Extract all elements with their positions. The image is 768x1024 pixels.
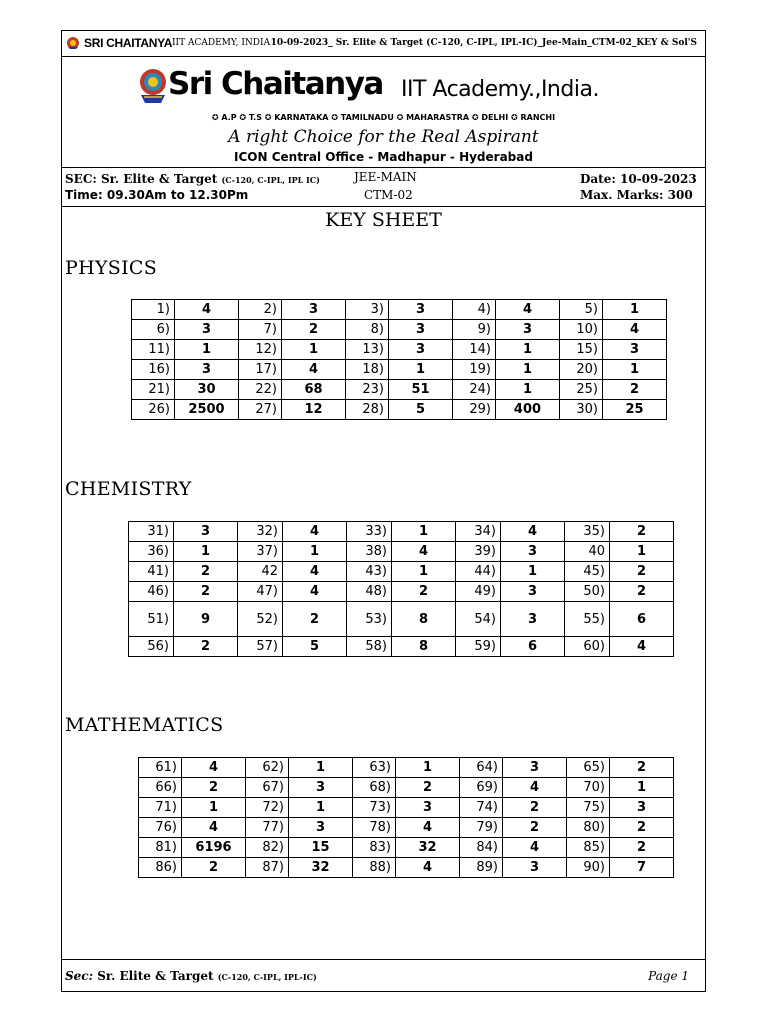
answer-value: 2 [610,582,674,602]
question-number: 55) [565,602,610,637]
answer-value: 1 [396,758,460,778]
question-number: 79) [460,818,503,838]
table-row [132,340,667,360]
answer-value: 1 [496,340,560,360]
answer-value: 3 [289,778,353,798]
question-number: 53) [347,602,392,637]
question-number: 42 [238,562,283,582]
answer-value: 8 [392,637,456,657]
table-row [129,562,674,582]
question-number: 11) [132,340,175,360]
answer-value: 1 [496,380,560,400]
question-number: 39) [456,542,501,562]
answer-value: 2 [503,818,567,838]
question-number: 57) [238,637,283,657]
answer-value: 4 [503,778,567,798]
answer-value: 1 [283,542,347,562]
question-number: 21) [132,380,175,400]
answer-value: 1 [603,300,667,320]
answer-value: 3 [501,542,565,562]
answer-value: 4 [283,582,347,602]
footer-sec-value: Sr. Elite & Target [97,969,214,983]
answer-value: 4 [282,360,346,380]
answer-value: 1 [289,758,353,778]
answer-value: 3 [503,758,567,778]
page-footer [62,959,705,993]
question-number: 3) [346,300,389,320]
answer-value: 3 [396,798,460,818]
question-number: 76) [139,818,182,838]
table-row [132,360,667,380]
answer-value: 1 [282,340,346,360]
question-number: 27) [239,400,282,420]
question-number: 9) [453,320,496,340]
states-line: ✪ A.P ✪ T.S ✪ KARNATAKA ✪ TAMILNADU ✪ MAHARASTRA ✪ DELHI ✪ RANCHI [211,113,556,122]
answer-value: 2 [283,602,347,637]
answer-value: 2 [182,778,246,798]
question-number: 88) [353,858,396,878]
answer-value: 2 [610,838,674,858]
answer-value: 2 [610,562,674,582]
table-row [132,300,667,320]
answer-value: 4 [610,637,674,657]
question-number: 87) [246,858,289,878]
answer-value: 2 [182,858,246,878]
answer-value: 3 [175,320,239,340]
question-number: 52) [238,602,283,637]
question-number: 59) [456,637,501,657]
physics-key-table [131,299,667,420]
answer-value: 2 [174,637,238,657]
question-number: 4) [453,300,496,320]
question-number: 48) [347,582,392,602]
question-number: 6) [132,320,175,340]
table-row [132,320,667,340]
answer-value: 1 [501,562,565,582]
footer-sec [65,969,317,983]
sec-info [65,172,320,186]
question-number: 66) [139,778,182,798]
question-number: 34) [456,522,501,542]
sec-small: (C-120, C-IPL, IPL IC) [221,175,320,185]
answer-value: 1 [392,522,456,542]
question-number: 47) [238,582,283,602]
header-brand: SRI CHAITANYA [84,36,173,50]
question-number: 2) [239,300,282,320]
question-number: 90) [567,858,610,878]
answer-value: 3 [496,320,560,340]
tagline: A right Choice for the Real Aspirant [228,127,539,147]
table-row [129,522,674,542]
question-number: 32) [238,522,283,542]
question-number: 23) [346,380,389,400]
office-line: ICON Central Office - Madhapur - Hyderabad [234,150,533,164]
question-number: 5) [560,300,603,320]
question-number: 24) [453,380,496,400]
table-row [129,637,674,657]
answer-value: 9 [174,602,238,637]
answer-value: 4 [182,758,246,778]
table-row [132,400,667,420]
answer-value: 1 [182,798,246,818]
answer-value: 12 [282,400,346,420]
answer-value: 2 [174,562,238,582]
question-number: 30) [560,400,603,420]
question-number: 20) [560,360,603,380]
answer-value: 4 [396,818,460,838]
question-number: 17) [239,360,282,380]
answer-value: 1 [289,798,353,818]
emblem-icon [138,67,168,107]
answer-value: 400 [496,400,560,420]
question-number: 56) [129,637,174,657]
answer-value: 4 [496,300,560,320]
question-number: 8) [346,320,389,340]
question-number: 82) [246,838,289,858]
question-number: 15) [560,340,603,360]
answer-value: 4 [182,818,246,838]
question-number: 40 [565,542,610,562]
table-row [139,798,674,818]
question-number: 41) [129,562,174,582]
question-number: 38) [347,542,392,562]
question-number: 85) [567,838,610,858]
question-number: 14) [453,340,496,360]
question-number: 70) [567,778,610,798]
answer-value: 1 [610,778,674,798]
question-number: 45) [565,562,610,582]
answer-value: 2 [392,582,456,602]
masthead-name: Sri Chaitanya [168,66,383,102]
question-number: 54) [456,602,501,637]
answer-value: 6 [501,637,565,657]
marks-info: Max. Marks: 300 [580,188,693,202]
question-number: 35) [565,522,610,542]
answer-value: 30 [175,380,239,400]
question-number: 73) [353,798,396,818]
question-number: 62) [246,758,289,778]
answer-value: 4 [503,838,567,858]
question-number: 22) [239,380,282,400]
table-row [129,602,674,637]
question-number: 74) [460,798,503,818]
table-row [139,838,674,858]
question-number: 43) [347,562,392,582]
answer-value: 1 [496,360,560,380]
question-number: 65) [567,758,610,778]
answer-value: 2 [503,798,567,818]
answer-value: 4 [501,522,565,542]
answer-value: 4 [175,300,239,320]
answer-value: 3 [289,818,353,838]
test-name: CTM-02 [364,188,413,202]
answer-value: 3 [282,300,346,320]
question-number: 86) [139,858,182,878]
table-row [139,778,674,798]
answer-value: 1 [610,542,674,562]
answer-value: 51 [389,380,453,400]
table-row [129,542,674,562]
answer-value: 2 [610,522,674,542]
question-number: 84) [460,838,503,858]
question-number: 60) [565,637,610,657]
question-number: 77) [246,818,289,838]
answer-value: 1 [174,542,238,562]
answer-value: 1 [392,562,456,582]
question-number: 51) [129,602,174,637]
table-row [139,818,674,838]
question-number: 44) [456,562,501,582]
question-number: 37) [238,542,283,562]
header-brand-sub: IIT ACADEMY, INDIA [172,38,271,48]
answer-value: 4 [396,858,460,878]
question-number: 83) [353,838,396,858]
question-number: 67) [246,778,289,798]
chemistry-key-table [128,521,674,657]
question-number: 13) [346,340,389,360]
question-number: 78) [353,818,396,838]
answer-value: 3 [174,522,238,542]
answer-value: 2 [174,582,238,602]
answer-value: 3 [610,798,674,818]
answer-value: 3 [389,320,453,340]
emblem-icon [66,36,80,50]
question-number: 28) [346,400,389,420]
answer-value: 5 [389,400,453,420]
answer-value: 8 [392,602,456,637]
page-number: Page 1 [648,969,689,983]
answer-value: 68 [282,380,346,400]
running-header [62,31,705,57]
answer-value: 3 [603,340,667,360]
question-number: 25) [560,380,603,400]
answer-value: 4 [392,542,456,562]
answer-value: 2500 [175,400,239,420]
question-number: 49) [456,582,501,602]
answer-value: 15 [289,838,353,858]
answer-value: 25 [603,400,667,420]
question-number: 50) [565,582,610,602]
question-number: 63) [353,758,396,778]
footer-sec-label: Sec: [65,969,94,983]
answer-value: 1 [603,360,667,380]
table-row [132,380,667,400]
question-number: 16) [132,360,175,380]
table-row [139,758,674,778]
answer-value: 2 [396,778,460,798]
question-number: 89) [460,858,503,878]
question-number: 31) [129,522,174,542]
answer-value: 3 [501,582,565,602]
answer-value: 4 [603,320,667,340]
answer-value: 5 [283,637,347,657]
question-number: 29) [453,400,496,420]
chemistry-heading: CHEMISTRY [65,478,192,500]
answer-value: 2 [610,758,674,778]
table-row [139,858,674,878]
question-number: 12) [239,340,282,360]
question-number: 58) [347,637,392,657]
mathematics-key-table [138,757,674,878]
footer-sec-small: (C-120, C-IPL, IPL-IC) [217,972,317,982]
answer-value: 1 [175,340,239,360]
answer-value: 3 [389,340,453,360]
question-number: 80) [567,818,610,838]
masthead-name-sub: IIT Academy.,India. [401,77,599,102]
question-number: 72) [246,798,289,818]
mathematics-heading: MATHEMATICS [65,714,224,736]
answer-value: 3 [503,858,567,878]
answer-value: 32 [289,858,353,878]
exam-info-bar [62,167,705,207]
answer-value: 4 [283,522,347,542]
question-number: 1) [132,300,175,320]
question-number: 68) [353,778,396,798]
question-number: 46) [129,582,174,602]
sec-label: SEC: Sr. Elite & Target [65,172,218,186]
answer-value: 7 [610,858,674,878]
date-info: Date: 10-09-2023 [580,172,697,186]
answer-value: 32 [396,838,460,858]
question-number: 69) [460,778,503,798]
time-info: Time: 09.30Am to 12.30Pm [65,188,249,202]
question-number: 81) [139,838,182,858]
question-number: 19) [453,360,496,380]
answer-value: 2 [610,818,674,838]
question-number: 64) [460,758,503,778]
question-number: 7) [239,320,282,340]
answer-value: 2 [603,380,667,400]
key-sheet-title: KEY SHEET [325,209,442,231]
question-number: 36) [129,542,174,562]
answer-value: 3 [501,602,565,637]
answer-value: 3 [175,360,239,380]
answer-value: 6 [610,602,674,637]
exam-name: JEE-MAIN [354,170,417,184]
question-number: 75) [567,798,610,818]
question-number: 18) [346,360,389,380]
question-number: 26) [132,400,175,420]
answer-value: 2 [282,320,346,340]
question-number: 10) [560,320,603,340]
answer-value: 1 [389,360,453,380]
page-frame [61,30,706,992]
question-number: 71) [139,798,182,818]
answer-value: 6196 [182,838,246,858]
table-row [129,582,674,602]
header-doc-id: 10-09-2023_ Sr. Elite & Target (C-120, C-IPL, IPL-IC)_Jee-Main_CTM-02_KEY & Sol'S [270,38,697,48]
answer-value: 3 [389,300,453,320]
physics-heading: PHYSICS [65,257,158,279]
question-number: 61) [139,758,182,778]
answer-value: 4 [283,562,347,582]
question-number: 33) [347,522,392,542]
